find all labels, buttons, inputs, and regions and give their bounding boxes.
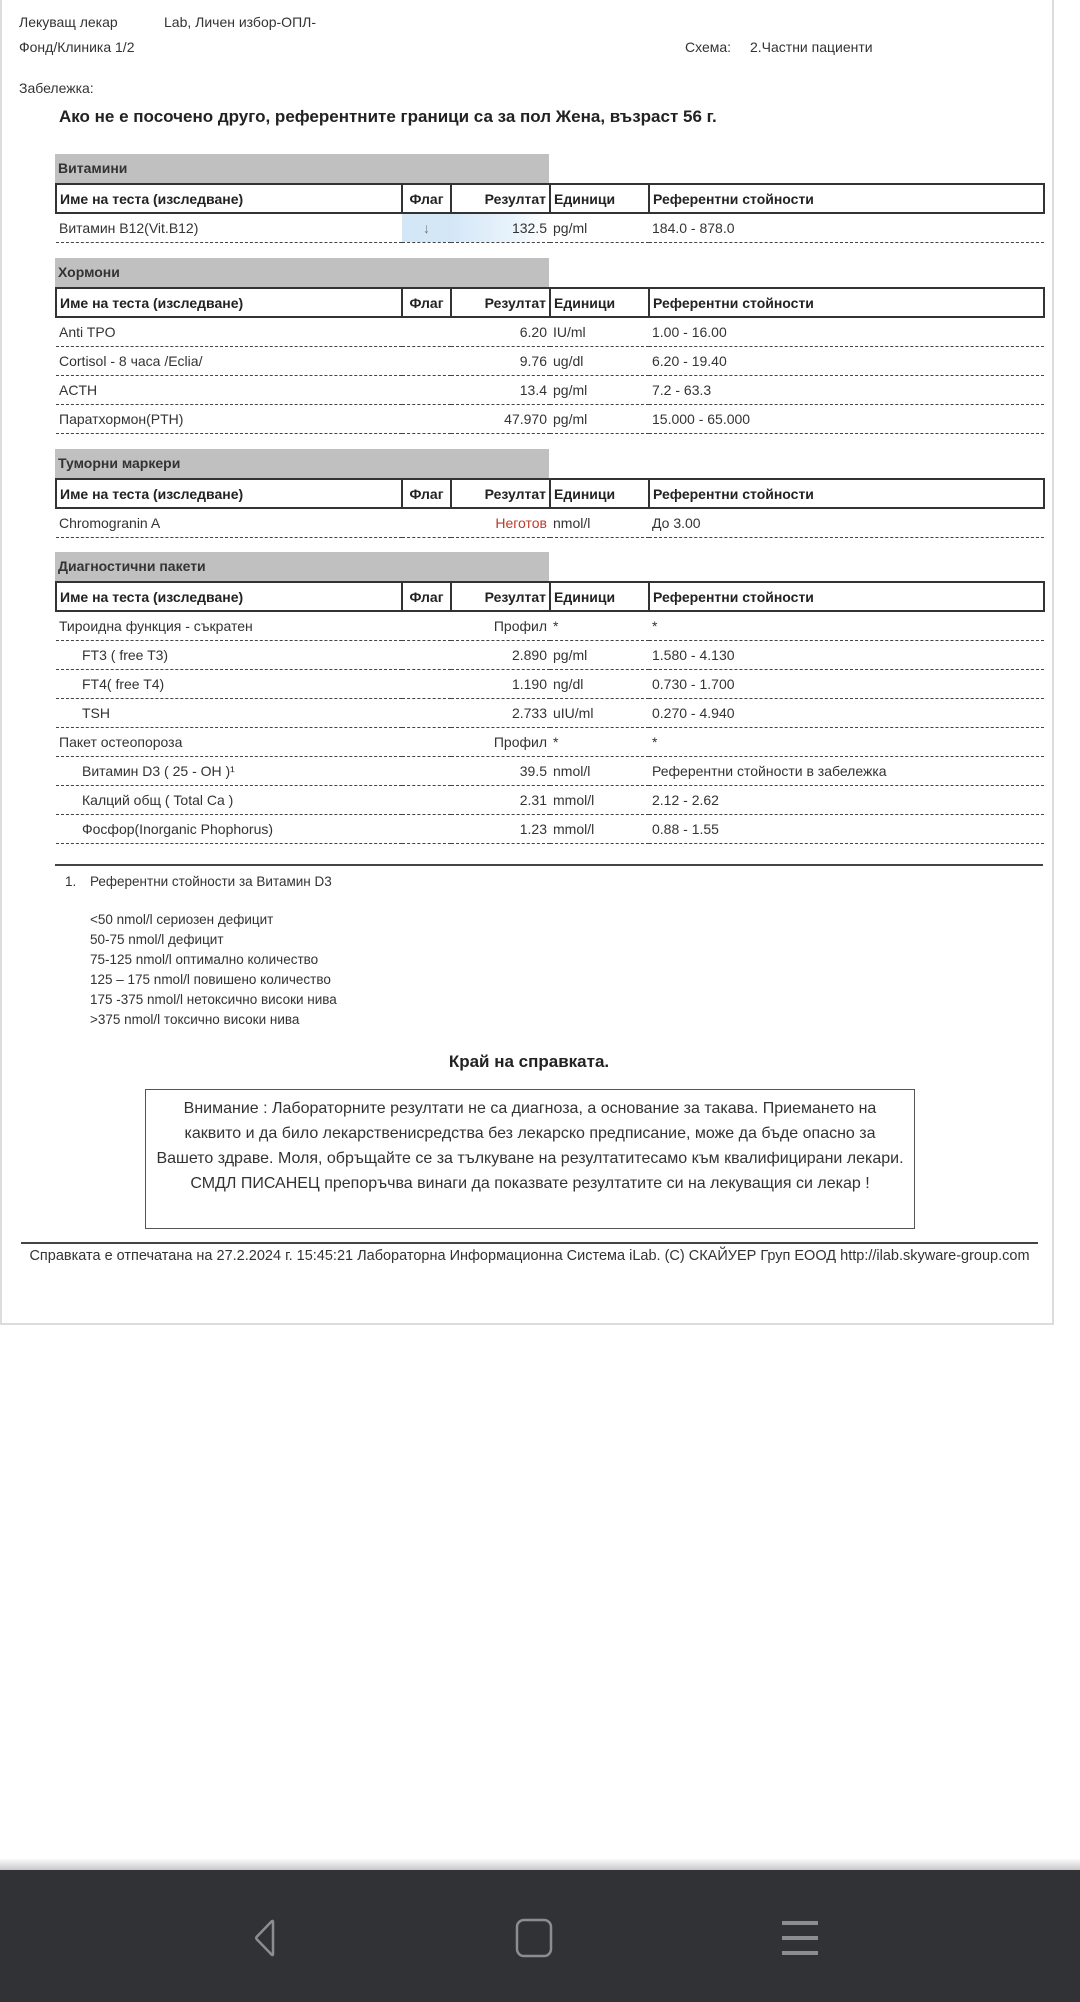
col-units: Единици <box>550 582 649 611</box>
test-result: 2.890 <box>451 640 550 669</box>
col-result: Резултат <box>451 479 550 508</box>
navbar-shadow <box>0 1858 1080 1870</box>
test-units: uIU/ml <box>550 698 649 727</box>
table-row <box>56 640 1044 669</box>
test-name: Витамин D3 ( 25 - OH )¹ <box>56 756 402 785</box>
scheme-label: Схема: <box>685 39 732 55</box>
test-units: pg/ml <box>550 404 649 433</box>
test-flag <box>402 375 451 404</box>
test-reference: 15.000 - 65.000 <box>649 404 1044 433</box>
table-row <box>56 346 1044 375</box>
footnote-title: Референтни стойности за Витамин D3 <box>90 874 332 889</box>
col-units: Единици <box>550 479 649 508</box>
doctor-label: Лекуващ лекар <box>19 14 118 30</box>
col-reference: Референтни стойности <box>649 184 1044 213</box>
test-units: mmol/l <box>550 814 649 843</box>
test-name: Cortisol - 8 часа /Eclia/ <box>56 346 402 375</box>
test-reference: 1.580 - 4.130 <box>649 640 1044 669</box>
col-name: Име на теста (изследване) <box>56 582 402 611</box>
test-name: Калций общ ( Total Ca ) <box>56 785 402 814</box>
section-title: Диагностични пакети <box>55 552 549 581</box>
test-result: Профил <box>451 727 550 756</box>
test-result: 2.733 <box>451 698 550 727</box>
recents-button[interactable] <box>770 1908 830 1968</box>
footnote-divider <box>55 864 1043 866</box>
results-table <box>55 581 1045 844</box>
results-table <box>55 183 1045 243</box>
table-row <box>56 669 1044 698</box>
test-name: Anti TPO <box>56 317 402 346</box>
test-units: IU/ml <box>550 317 649 346</box>
test-units: ug/dl <box>550 346 649 375</box>
scheme-value: 2.Частни пациенти <box>750 39 873 55</box>
test-units: nmol/l <box>550 756 649 785</box>
test-flag <box>402 640 451 669</box>
test-flag <box>402 756 451 785</box>
col-result: Резултат <box>451 288 550 317</box>
table-row-profile <box>56 611 1044 640</box>
table-row <box>56 785 1044 814</box>
test-reference: * <box>649 611 1044 640</box>
table-row <box>56 756 1044 785</box>
test-reference: 184.0 - 878.0 <box>649 213 1044 242</box>
table-row <box>56 375 1044 404</box>
test-name: Фосфор(Inorganic Phophorus) <box>56 814 402 843</box>
test-reference: До 3.00 <box>649 508 1044 537</box>
recents-lines-icon <box>780 1918 820 1958</box>
col-flag: Флаг <box>402 479 451 508</box>
test-result: 1.190 <box>451 669 550 698</box>
test-reference: 0.88 - 1.55 <box>649 814 1044 843</box>
section-title: Туморни маркери <box>55 449 549 478</box>
remark-label: Забележка: <box>19 80 94 96</box>
test-name: Пакет остеопороза <box>56 727 402 756</box>
test-flag <box>402 611 451 640</box>
table-header-row <box>56 288 1044 317</box>
section-title: Хормони <box>55 258 549 287</box>
col-units: Единици <box>550 184 649 213</box>
col-flag: Флаг <box>402 582 451 611</box>
col-result: Резултат <box>451 184 550 213</box>
section-tumor-markers <box>55 449 1043 538</box>
footnote-lines <box>90 910 337 1030</box>
col-flag: Флаг <box>402 288 451 317</box>
col-reference: Референтни стойности <box>649 582 1044 611</box>
print-footer: Справката е отпечатана на 27.2.2024 г. 15:45:21 Лабораторна Информационна Система iLab. (C) СКАЙУЕР Груп ЕООД http://ilab.skyware-group.com <box>29 1248 1030 1264</box>
test-flag <box>402 346 451 375</box>
fund-label: Фонд/Клиника 1/2 <box>19 39 135 55</box>
footnote-line: 50-75 nmol/l дефицит <box>90 932 224 947</box>
table-header-row <box>56 479 1044 508</box>
test-units: pg/ml <box>550 213 649 242</box>
test-flag <box>402 669 451 698</box>
table-header-row <box>56 184 1044 213</box>
test-flag <box>402 404 451 433</box>
col-units: Единици <box>550 288 649 317</box>
col-reference: Референтни стойности <box>649 288 1044 317</box>
back-button[interactable] <box>236 1908 296 1968</box>
col-result: Резултат <box>451 582 550 611</box>
home-square-icon <box>514 1918 554 1958</box>
test-flag <box>402 317 451 346</box>
footnote <box>65 872 337 1030</box>
results-table <box>55 287 1045 434</box>
test-units: ng/dl <box>550 669 649 698</box>
test-result: 47.970 <box>451 404 550 433</box>
test-units: pg/ml <box>550 375 649 404</box>
test-result: 6.20 <box>451 317 550 346</box>
test-result: 132.5 <box>451 213 550 242</box>
test-name: TSH <box>56 698 402 727</box>
table-row <box>56 814 1044 843</box>
test-reference: 7.2 - 63.3 <box>649 375 1044 404</box>
test-reference: 2.12 - 2.62 <box>649 785 1044 814</box>
table-header-row <box>56 582 1044 611</box>
col-flag: Флаг <box>402 184 451 213</box>
col-name: Име на теста (изследване) <box>56 288 402 317</box>
col-name: Име на теста (изследване) <box>56 479 402 508</box>
test-name: Витамин B12(Vit.B12) <box>56 213 402 242</box>
test-result: 1.23 <box>451 814 550 843</box>
test-reference: 1.00 - 16.00 <box>649 317 1044 346</box>
home-button[interactable] <box>504 1908 564 1968</box>
test-reference: 6.20 - 19.40 <box>649 346 1044 375</box>
back-triangle-icon <box>246 1918 286 1958</box>
test-reference: 0.730 - 1.700 <box>649 669 1044 698</box>
test-flag <box>402 508 451 537</box>
test-units: * <box>550 727 649 756</box>
end-of-report-title: Край на справката. <box>448 1052 610 1071</box>
test-flag <box>402 814 451 843</box>
test-reference: Референтни стойности в забележка <box>649 756 1044 785</box>
results-table <box>55 478 1045 538</box>
test-reference: * <box>649 727 1044 756</box>
test-units: pg/ml <box>550 640 649 669</box>
footnote-line: <50 nmol/l сериозен дефицит <box>90 912 274 927</box>
test-units: * <box>550 611 649 640</box>
test-flag <box>402 727 451 756</box>
test-units: mmol/l <box>550 785 649 814</box>
col-reference: Референтни стойности <box>649 479 1044 508</box>
footnote-line: 75-125 nmol/l оптимално количество <box>90 952 319 967</box>
test-result: 13.4 <box>451 375 550 404</box>
footnote-line: >375 nmol/l токсично високи нива <box>90 1012 300 1027</box>
table-row <box>56 698 1044 727</box>
test-name: ACTH <box>56 375 402 404</box>
footnote-number: 1. <box>65 874 77 889</box>
section-diagnostic-packages <box>55 552 1043 844</box>
reference-note: Ако не е посочено друго, референтните граници са за пол Жена, възраст 56 г. <box>59 107 717 126</box>
test-reference: 0.270 - 4.940 <box>649 698 1044 727</box>
flag-low-arrow-icon: ↓ <box>402 213 451 242</box>
test-result: 9.76 <box>451 346 550 375</box>
test-name: Тироидна функция - съкратен <box>56 611 402 640</box>
test-name: FT4( free T4) <box>56 669 402 698</box>
table-row <box>56 508 1044 537</box>
table-row <box>56 404 1044 433</box>
table-row <box>56 213 1044 242</box>
footnote-line: 125 – 175 nmol/l повишено количество <box>90 972 331 987</box>
test-name: Chromogranin A <box>56 508 402 537</box>
test-name: FT3 ( free T3) <box>56 640 402 669</box>
test-flag <box>402 785 451 814</box>
test-result-not-ready: Неготов <box>451 508 550 537</box>
test-name: Паратхормон(PTH) <box>56 404 402 433</box>
doctor-value: Lab, Личен избор-ОПЛ- <box>164 14 316 30</box>
section-vitamins <box>55 154 1043 243</box>
col-name: Име на теста (изследване) <box>56 184 402 213</box>
test-result: 39.5 <box>451 756 550 785</box>
system-navigation-bar <box>0 1870 1080 2002</box>
table-row <box>56 317 1044 346</box>
test-result: Профил <box>451 611 550 640</box>
footnote-line: 175 -375 nmol/l нетоксично високи нива <box>90 992 337 1007</box>
section-title: Витамини <box>55 154 549 183</box>
warning-box: Внимание : Лабораторните резултати не са диагноза, а основание за такава. Приемането на каквито и да било лекарственисредства без лекарско предписание, може да бъде опасно за Вашето здраве. Моля, обръщайте се за тълкуване на резултатитесамо към квалифицирани лекари. СМДЛ ПИСАНЕЦ препоръчва винаги да показвате резултатите си на лекуващия си лекар ! <box>145 1089 915 1229</box>
section-hormones <box>55 258 1043 434</box>
table-row-profile <box>56 727 1044 756</box>
test-flag <box>402 698 451 727</box>
test-result: 2.31 <box>451 785 550 814</box>
test-units: nmol/l <box>550 508 649 537</box>
